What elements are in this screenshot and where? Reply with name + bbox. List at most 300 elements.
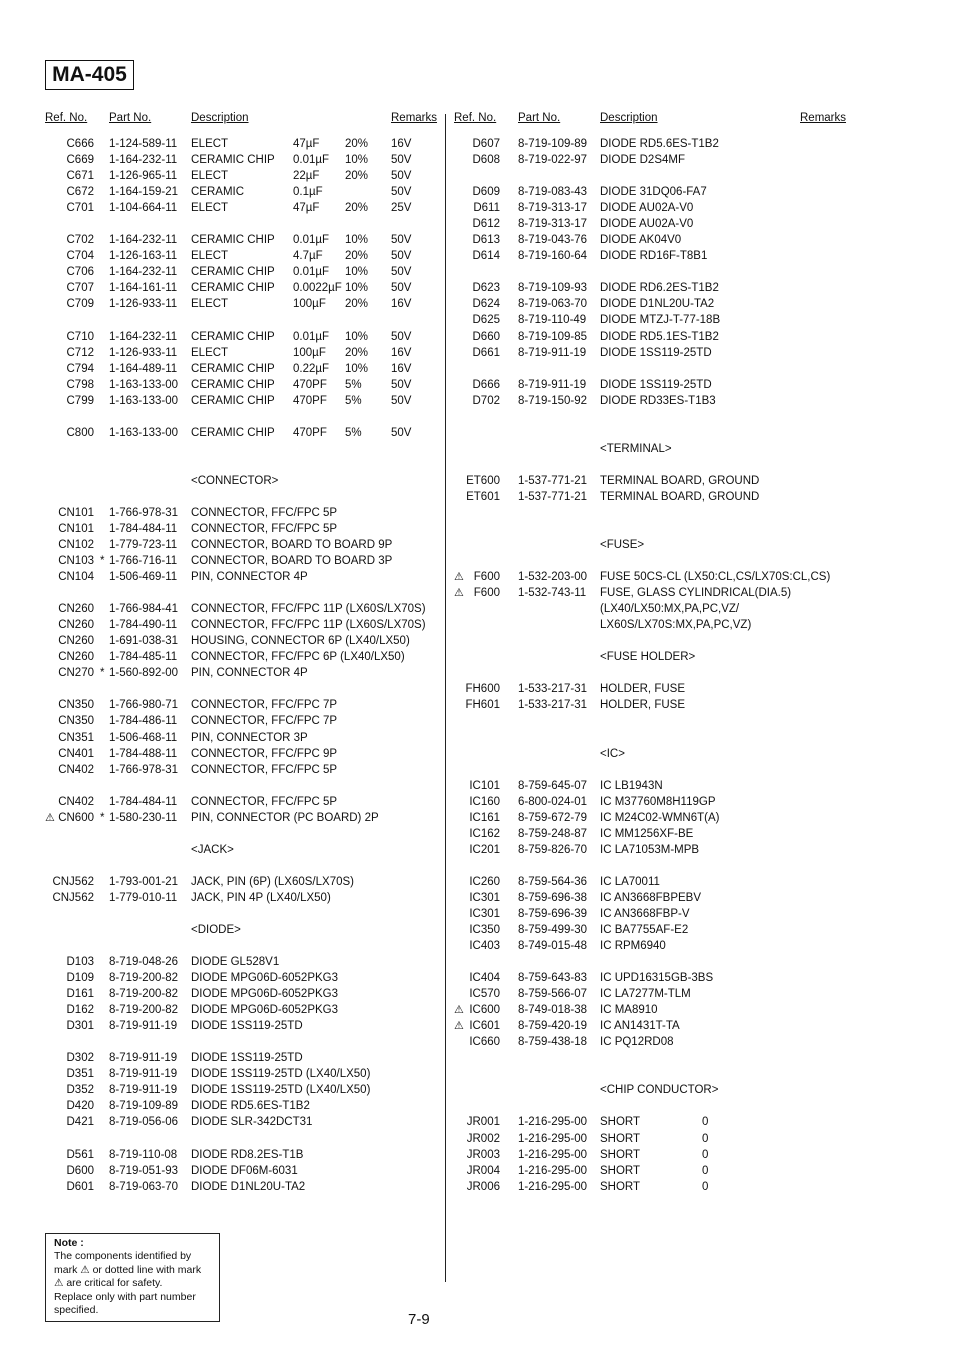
ref-no: CN101 [58, 506, 94, 519]
description: DIODE MPG06D-6052PKG3 [191, 972, 339, 985]
ref-no: D608 [472, 154, 500, 166]
description: CONNECTOR, FFC/FPC 9P [191, 747, 338, 760]
description: IC LA71053M-MPB [600, 843, 700, 856]
part-row [0, 633, 954, 649]
part-row [0, 361, 954, 377]
voltage: 50V [391, 330, 412, 343]
description: CONNECTOR, FFC/FPC 7P [191, 715, 338, 728]
tolerance: 10% [345, 282, 369, 295]
part-no: 1-164-232-11 [109, 266, 178, 279]
part-row [0, 1179, 954, 1195]
ref-no: CNJ562 [52, 891, 94, 904]
ref-no: C706 [66, 266, 94, 279]
ref-no: F600 [473, 587, 500, 600]
value: 0.1µF [293, 186, 323, 199]
tolerance: 20% [345, 298, 369, 311]
part-no: 8-749-015-48 [518, 940, 588, 952]
part-row [0, 890, 954, 906]
description: CONNECTOR, FFC/FPC 5P [191, 795, 338, 808]
ref-no: D614 [472, 250, 500, 263]
left-header-desc: Description [191, 112, 249, 124]
description: IC AN3668FBP-V [600, 907, 690, 920]
description: SHORT [600, 1148, 641, 1161]
part-row [0, 986, 954, 1002]
voltage: 16V [391, 298, 412, 311]
description: PIN, CONNECTOR (PC BOARD) 2P [191, 811, 379, 824]
ref-no: CN102 [58, 539, 94, 551]
ref-no: C707 [66, 282, 94, 295]
ref-no: D420 [66, 1100, 94, 1113]
ref-no: D624 [472, 298, 500, 311]
ref-no: CN260 [58, 603, 94, 616]
tolerance: 20% [345, 202, 369, 215]
description: DIODE MPG06D-6052PKG3 [191, 1004, 339, 1017]
part-no: 8-719-911-19 [109, 1084, 178, 1097]
ref-no: JR004 [466, 1164, 500, 1177]
part-no: 8-719-048-26 [109, 956, 179, 968]
description: CERAMIC CHIP [191, 154, 275, 166]
description: DIODE 1SS119-25TD [600, 346, 712, 359]
description: ELECT [191, 138, 229, 150]
description: HOUSING, CONNECTOR 6P (LX40/LX50) [191, 635, 410, 648]
description: DIODE SLR-342DCT31 [191, 1116, 313, 1129]
part-no: 8-719-911-19 [518, 378, 587, 391]
part-row [0, 1002, 954, 1018]
part-row [0, 762, 954, 778]
description: ELECT [191, 170, 229, 183]
part-row [0, 168, 954, 184]
part-no: 8-759-696-38 [518, 891, 588, 904]
part-no: 8-719-109-93 [518, 282, 588, 295]
part-no: 1-766-716-11 [109, 555, 178, 567]
part-row [0, 938, 954, 954]
part-no: 8-719-313-17 [518, 202, 588, 215]
ref-no: D161 [66, 988, 94, 1001]
part-row [0, 136, 954, 152]
voltage: 25V [391, 202, 412, 215]
note-line: The components identified by [54, 1250, 192, 1263]
part-row [0, 617, 954, 633]
ref-no: D666 [472, 378, 500, 391]
part-no: 6-800-024-01 [518, 795, 588, 808]
voltage: 50V [391, 378, 412, 391]
description: SHORT [600, 1180, 641, 1193]
ref-no: JR001 [466, 1116, 500, 1129]
part-no: 1-766-978-31 [109, 763, 179, 776]
tolerance: 20% [345, 138, 369, 150]
value: 47µF [293, 202, 320, 215]
right-header-ref: Ref. No. [454, 112, 497, 124]
ref-no: D561 [66, 1148, 94, 1161]
part-no: 1-766-980-71 [109, 699, 179, 712]
value: 100µF [293, 346, 326, 359]
description: DIODE 1SS119-25TD [600, 378, 712, 391]
description: CONNECTOR, FFC/FPC 7P [191, 699, 338, 712]
right-header-desc: Description [600, 112, 658, 124]
description: ELECT [191, 202, 229, 215]
ref-no: C800 [66, 426, 94, 439]
ref-no: D301 [66, 1020, 94, 1033]
ref-no: D612 [472, 218, 500, 231]
part-row [0, 794, 954, 810]
ref-no: D302 [66, 1052, 94, 1065]
section-label: <FUSE HOLDER> [600, 651, 696, 664]
part-no: 1-580-230-11 [109, 811, 178, 824]
description: DIODE GL528V1 [191, 956, 280, 968]
part-no: 1-164-489-11 [109, 362, 178, 375]
description: DIODE RD8.2ES-T1B [191, 1148, 304, 1161]
ref-no: CN104 [58, 571, 94, 584]
ref-no: JR002 [466, 1132, 500, 1145]
description: SHORT [600, 1164, 641, 1177]
part-row [0, 521, 954, 537]
part-no: 1-784-486-11 [109, 715, 178, 728]
tolerance: 10% [345, 234, 369, 247]
value: 4.7µF [293, 250, 323, 263]
ref-no: F600 [473, 571, 500, 584]
section-heading [0, 537, 954, 553]
voltage: 16V [391, 346, 412, 359]
part-no: 8-759-645-07 [518, 779, 588, 792]
note-heading: Note : [54, 1237, 84, 1249]
part-row [0, 345, 954, 361]
ref-no: CN401 [58, 747, 94, 760]
ref-no: CN350 [58, 715, 94, 728]
section-heading [0, 649, 954, 665]
description: DIODE D2S4MF [600, 154, 685, 166]
description: IC LA7277M-TLM [600, 988, 691, 1001]
part-no: 1-784-490-11 [109, 619, 178, 632]
left-header-ref: Ref. No. [45, 112, 88, 124]
part-row [0, 473, 954, 489]
description: DIODE DF06M-6031 [191, 1164, 298, 1177]
description: IC RPM6940 [600, 940, 666, 952]
voltage: 50V [391, 426, 412, 439]
ref-no: IC201 [469, 843, 500, 856]
description: DIODE MPG06D-6052PKG3 [191, 988, 339, 1001]
description: IC LB1943N [600, 779, 663, 792]
part-row [0, 248, 954, 264]
tolerance: 10% [345, 362, 369, 375]
description: JACK, PIN (6P) (LX60S/LX70S) [191, 875, 354, 888]
part-no: 1-784-488-11 [109, 747, 178, 760]
description: ELECT [191, 298, 229, 311]
part-row [0, 216, 954, 232]
part-no: 1-506-468-11 [109, 731, 178, 744]
part-row [0, 377, 954, 393]
description: IC AN1431T-TA [600, 1020, 680, 1033]
ref-no: D623 [472, 282, 500, 295]
part-row [0, 569, 954, 585]
section-label: <JACK> [191, 843, 234, 856]
part-no: 8-719-200-82 [109, 972, 179, 985]
ref-no: C701 [66, 202, 94, 215]
warning-icon: ⚠ [454, 587, 464, 600]
description: FUSE, GLASS CYLINDRICAL(DIA.5) [600, 587, 792, 600]
ref-no: CNJ562 [52, 875, 94, 888]
section-label: <IC> [600, 747, 625, 760]
left-header-part: Part No. [109, 112, 152, 124]
part-no: 1-164-232-11 [109, 154, 178, 166]
ref-no: D661 [472, 346, 500, 359]
part-row [0, 393, 954, 409]
tolerance: 5% [345, 378, 362, 391]
description: CONNECTOR, FFC/FPC 5P [191, 523, 338, 535]
description: DIODE 1SS119-25TD [191, 1052, 303, 1065]
ref-no: IC162 [469, 827, 500, 840]
part-no: 1-537-771-21 [518, 490, 588, 503]
description: DIODE 1SS119-25TD (LX40/LX50) [191, 1084, 371, 1097]
part-no: 8-719-911-19 [518, 346, 587, 359]
ref-no: C710 [66, 330, 94, 343]
ref-no: C666 [66, 138, 94, 150]
ref-no: IC404 [469, 972, 500, 985]
ref-no: D625 [472, 314, 500, 327]
part-row [0, 970, 954, 986]
section-label: <CHIP CONDUCTOR> [600, 1084, 719, 1097]
value: 470PF [293, 426, 327, 439]
voltage: 50V [391, 250, 412, 263]
ref-no: D600 [66, 1164, 94, 1177]
tolerance: 10% [345, 266, 369, 279]
part-row [0, 152, 954, 168]
part-no: 8-719-063-70 [518, 298, 588, 311]
description: DIODE RD5.6ES-T1B2 [600, 138, 719, 150]
part-row [0, 826, 954, 842]
ref-no: D702 [472, 394, 500, 407]
part-no: 1-216-295-00 [518, 1132, 588, 1145]
description: DIODE RD6.2ES-T1B2 [600, 282, 719, 295]
ref-no: IC301 [469, 907, 500, 920]
value: 0.01µF [293, 330, 330, 343]
part-no: 8-759-643-83 [518, 972, 588, 985]
ref-no: JR003 [466, 1148, 500, 1161]
ref-no: C671 [66, 170, 94, 183]
part-no: 1-766-984-41 [109, 603, 179, 616]
description: CONNECTOR, FFC/FPC 5P [191, 763, 338, 776]
section-heading [0, 441, 954, 457]
part-no: 1-126-933-11 [109, 346, 178, 359]
section-label: <CONNECTOR> [191, 474, 279, 487]
description: HOLDER, FUSE [600, 683, 685, 696]
part-no: 1-784-484-11 [109, 523, 178, 535]
voltage: 16V [391, 362, 412, 375]
part-no: 1-560-892-00 [109, 667, 179, 680]
ref-no: D607 [472, 138, 500, 150]
part-no: 8-719-109-89 [109, 1100, 179, 1113]
description: CERAMIC CHIP [191, 362, 275, 375]
ref-no: IC260 [469, 875, 500, 888]
part-no: 1-537-771-21 [518, 474, 588, 487]
description: CERAMIC CHIP [191, 282, 275, 295]
part-no: 1-126-933-11 [109, 298, 178, 311]
page-number: 7-9 [408, 1311, 430, 1328]
description: CERAMIC CHIP [191, 394, 275, 407]
description: DIODE RD5.1ES-T1B2 [600, 330, 719, 343]
part-row [0, 1018, 954, 1034]
ref-no: C709 [66, 298, 94, 311]
ref-no: D351 [66, 1068, 94, 1081]
voltage: 50V [391, 154, 412, 166]
ref-no: IC161 [469, 811, 500, 824]
part-no: 8-719-043-76 [518, 234, 588, 247]
description: IC MA8910 [600, 1004, 658, 1017]
description: DIODE MTZJ-T-77-18B [600, 314, 721, 327]
ref-no: CN351 [58, 731, 94, 744]
part-row [0, 778, 954, 794]
part-row [0, 601, 954, 617]
value: 0.01µF [293, 234, 330, 247]
part-no: 8-759-696-39 [518, 907, 588, 920]
value: 0 [702, 1116, 709, 1129]
tolerance: 10% [345, 154, 369, 166]
voltage: 50V [391, 170, 412, 183]
ref-no: D162 [66, 1004, 94, 1017]
description: PIN, CONNECTOR 4P [191, 667, 308, 680]
part-no: 8-719-063-70 [109, 1180, 179, 1193]
ref-no: C798 [66, 378, 94, 391]
part-row [0, 1098, 954, 1114]
part-no: 1-126-163-11 [109, 250, 178, 263]
value: 0.0022µF [293, 282, 342, 295]
part-no: 8-749-018-38 [518, 1004, 588, 1017]
ref-no: C672 [66, 186, 94, 199]
ref-no: IC160 [469, 795, 500, 808]
ref-no: CN260 [58, 635, 94, 648]
ref-no: IC600 [469, 1004, 500, 1017]
value: 470PF [293, 378, 327, 391]
description: CERAMIC CHIP [191, 266, 275, 279]
part-no: 1-163-133-00 [109, 378, 179, 391]
ref-no: IC403 [469, 940, 500, 952]
part-no: 1-779-010-11 [109, 891, 178, 904]
description: DIODE AK04V0 [600, 234, 682, 247]
ref-no: JR006 [466, 1180, 500, 1193]
tolerance: 5% [345, 394, 362, 407]
description: DIODE 1SS119-25TD [191, 1020, 303, 1033]
part-no: 1-793-001-21 [109, 875, 179, 888]
ref-no: IC601 [469, 1020, 500, 1033]
ref-no: FH600 [465, 683, 500, 696]
description: HOLDER, FUSE [600, 699, 685, 712]
ref-no: FH601 [465, 699, 500, 712]
part-no: 1-784-484-11 [109, 795, 178, 808]
voltage: 50V [391, 234, 412, 247]
part-row [0, 842, 954, 858]
right-header-part: Part No. [518, 112, 561, 124]
part-no: 8-719-200-82 [109, 1004, 179, 1017]
ref-no: C702 [66, 234, 94, 247]
value: 47µF [293, 138, 320, 150]
part-row [0, 874, 954, 890]
description: DIODE D1NL20U-TA2 [600, 298, 715, 311]
ref-no: C669 [66, 154, 94, 166]
part-no: 8-719-022-97 [518, 154, 588, 166]
section-heading [0, 1082, 954, 1098]
ref-no: IC660 [469, 1036, 500, 1049]
part-no: 1-163-133-00 [109, 394, 179, 407]
description: CERAMIC [191, 186, 245, 199]
ref-no: CN600 [58, 811, 94, 824]
ref-no: CN402 [58, 795, 94, 808]
part-row [0, 489, 954, 505]
part-no: 8-719-110-49 [518, 314, 587, 327]
description: IC MM1256XF-BE [600, 827, 694, 840]
tolerance: 20% [345, 346, 369, 359]
part-row [0, 697, 954, 713]
part-row [0, 713, 954, 729]
part-no: 1-533-217-31 [518, 683, 588, 696]
part-no: 1-216-295-00 [518, 1148, 588, 1161]
part-row [0, 1131, 954, 1147]
description: IC M24C02-WMN6T(A) [600, 811, 720, 824]
description: IC BA7755AF-E2 [600, 924, 689, 936]
part-row [0, 184, 954, 200]
part-no: 1-164-159-21 [109, 186, 179, 199]
value: 0.22µF [293, 362, 330, 375]
part-no: 8-719-056-06 [109, 1116, 179, 1129]
ref-no: IC301 [469, 891, 500, 904]
description: TERMINAL BOARD, GROUND [600, 474, 760, 487]
part-no: 8-719-911-19 [109, 1052, 178, 1065]
note-line: specified. [54, 1304, 99, 1317]
value: 100µF [293, 298, 326, 311]
description: CONNECTOR, FFC/FPC 11P (LX60S/LX70S) [191, 603, 426, 616]
star-mark: * [100, 811, 105, 824]
part-no: 1-532-203-00 [518, 571, 588, 584]
ref-no: CN402 [58, 763, 94, 776]
description: ELECT [191, 250, 229, 263]
value: 22µF [293, 170, 320, 183]
part-no: 8-759-566-07 [518, 988, 588, 1001]
ref-no: D103 [66, 956, 94, 968]
section-label: <DIODE> [191, 924, 241, 936]
value: 0 [702, 1148, 709, 1161]
description: PIN, CONNECTOR 3P [191, 731, 308, 744]
value: 0 [702, 1164, 709, 1177]
description: IC AN3668FBPEBV [600, 891, 701, 904]
part-no: 8-759-438-18 [518, 1036, 588, 1049]
part-no: 1-533-217-31 [518, 699, 588, 712]
part-no: 1-779-723-11 [109, 539, 178, 551]
part-row [0, 264, 954, 280]
description: IC PQ12RD08 [600, 1036, 674, 1049]
part-row [0, 1050, 954, 1066]
section-label: <FUSE> [600, 539, 645, 551]
part-no: 8-719-051-93 [109, 1164, 179, 1177]
warning-icon: ⚠ [454, 1004, 464, 1017]
description: DIODE RD5.6ES-T1B2 [191, 1100, 310, 1113]
description: IC UPD16315GB-3BS [600, 972, 714, 985]
section-heading [0, 746, 954, 762]
value: 470PF [293, 394, 327, 407]
part-no: 8-719-911-19 [109, 1020, 178, 1033]
ref-no: ET601 [466, 490, 500, 503]
part-no: 1-532-743-11 [518, 587, 587, 600]
description: CONNECTOR, FFC/FPC 11P (LX60S/LX70S) [191, 619, 426, 632]
part-row [0, 954, 954, 970]
tolerance: 20% [345, 250, 369, 263]
part-no: 8-719-150-92 [518, 394, 588, 407]
part-no: 8-719-911-19 [109, 1068, 178, 1081]
description: DIODE 1SS119-25TD (LX40/LX50) [191, 1068, 371, 1081]
ref-no: C712 [66, 346, 94, 359]
description: CONNECTOR, FFC/FPC 6P (LX40/LX50) [191, 651, 405, 664]
ref-no: C794 [66, 362, 94, 375]
star-mark: * [100, 555, 105, 567]
description: DIODE 31DQ06-FA7 [600, 186, 707, 199]
voltage: 50V [391, 282, 412, 295]
